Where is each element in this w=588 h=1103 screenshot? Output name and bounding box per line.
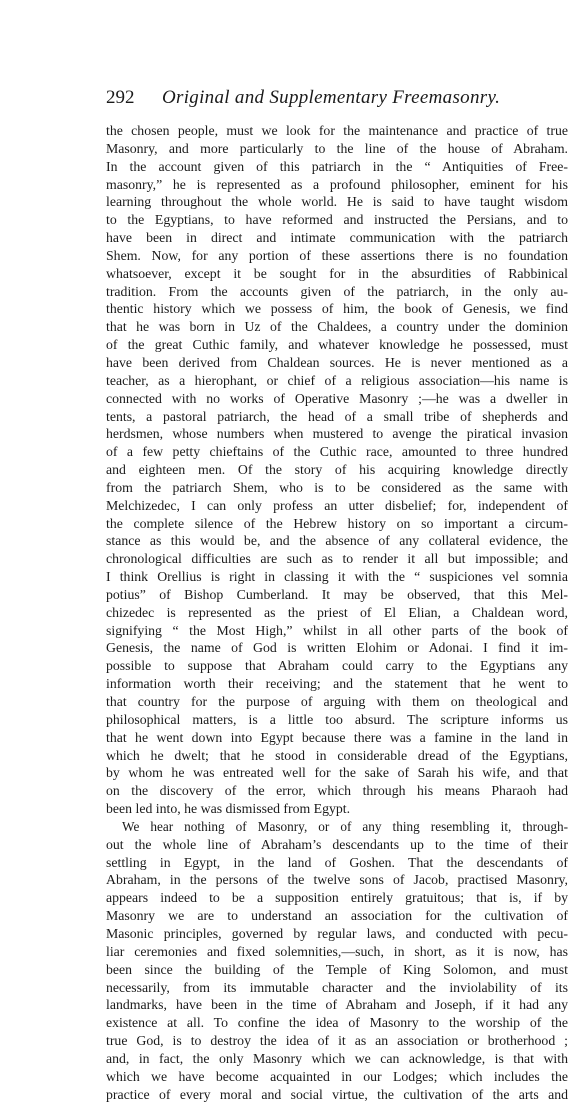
text-line: Masonic principles, governed by regular laws, and conducted with pecu- xyxy=(106,925,568,941)
text-line: herdsmen, whose numbers when mustered to avenge the piratical invasion xyxy=(106,426,568,442)
text-line: which we have become acquainted in our Lodges; which includes the xyxy=(106,1068,568,1084)
text-line: by whom he was entreated well for the sake of Sarah his wife, and that xyxy=(106,765,568,781)
text-line: masonry,” he is represented as a profound philosopher, eminent for his xyxy=(106,176,568,192)
text-line: Melchizedec, I can only profess an utter disbelief; for, independent of xyxy=(106,497,568,513)
text-line: the chosen people, must we look for the maintenance and practice of true xyxy=(106,123,568,138)
text-line: of a few petty chieftains of the Cuthic race, amounted to three hundred xyxy=(106,444,568,460)
text-line: that country for the purpose of arguing with them on theological and xyxy=(106,694,568,709)
text-line: which he dwelt; that he stood in considerable dread of the Egyptians, xyxy=(106,747,568,763)
text-line: whatsoever, except it be sought for in the absurdities of Rabbinical xyxy=(106,265,568,281)
text-line: In the account given of this patriarch in the “ Antiquities of Free- xyxy=(106,158,568,174)
text-line: philosophical matters, is a little too absurd. The scripture informs us xyxy=(106,711,568,727)
text-line: landmarks, have been in the time of Abraham and Joseph, if it had any xyxy=(106,997,568,1013)
text-line: tents, a pastoral patriarch, the head of a small tribe of shepherds and xyxy=(106,408,568,424)
text-line: of the great Cuthic family, and whatever knowledge he possessed, must xyxy=(106,337,568,353)
text-line: teacher, as a hierophant, or chief of a religious association—his name is xyxy=(106,372,568,388)
body-text xyxy=(106,122,568,1103)
text-line: been led into, he was dismissed from Egypt. xyxy=(106,801,351,817)
page-number: 292 xyxy=(106,87,135,108)
text-line: I think Orellius is right in classing it with the “ suspiciones vel somnia xyxy=(106,569,568,585)
text-line: connected with no works of Operative Masonry ;—he was a dweller in xyxy=(106,390,568,406)
text-line: learning throughout the whole world. He is said to have taught wisdom xyxy=(106,194,568,210)
text-line: Genesis, the name of God is written Elohim or Adonai. I find it im- xyxy=(106,640,568,656)
text-line: thentic history which we possess of him, the book of Genesis, we find xyxy=(106,301,568,317)
text-line: and eighteen men. Of the story of his acquiring knowledge directly xyxy=(106,462,568,478)
text-line: have been in direct and intimate communication with the patriarch xyxy=(106,230,568,246)
running-title: Original and Supplementary Freemasonry. xyxy=(162,87,501,108)
page-header xyxy=(106,86,568,116)
text-line: existence at all. To confine the idea of Masonry to the worship of the xyxy=(106,1015,568,1031)
text-line: been since the building of the Temple of King Solomon, and must xyxy=(106,961,568,977)
text-line: have been derived from Chaldean sources. He is never mentioned as a xyxy=(106,354,568,370)
text-line: necessarily, from its immutable character and the inviolability of its xyxy=(106,979,568,995)
text-line: and, in fact, the only Masonry which we can acknowledge, is that with xyxy=(106,1050,568,1066)
text-line: settling in Egypt, in the land of Goshen. That the descendants of xyxy=(106,854,568,870)
text-line: that he went down into Egypt because there was a famine in the land in xyxy=(106,729,568,745)
text-line: Abraham, in the persons of the twelve sons of Jacob, practised Masonry, xyxy=(106,872,568,888)
text-line: chizedec is represented as the priest of El Elian, a Chaldean word, xyxy=(106,604,568,620)
text-line: on the discovery of the error, which through his means Pharaoh had xyxy=(106,783,568,799)
text-line: appears indeed to be a supposition entirely gratuitous; that is, if by xyxy=(106,890,568,906)
text-line: possible to suppose that Abraham could carry to the Egyptians any xyxy=(106,658,568,674)
text-line: true God, is to destroy the idea of it as an association or brotherhood ; xyxy=(106,1033,568,1049)
text-line: signifying “ the Most High,” whilst in all other parts of the book of xyxy=(106,622,568,638)
text-line: the complete silence of the Hebrew history on so important a circum- xyxy=(106,515,568,531)
text-line: chronological difficulties are such as to render it all but impossible; and xyxy=(106,551,568,567)
text-line: from the patriarch Shem, who is to be considered as the same with xyxy=(106,479,568,495)
text-line: Masonry, and more particularly to the line of the house of Abraham. xyxy=(106,140,568,156)
text-line: to the Egyptians, to have reformed and instructed the Persians, and to xyxy=(106,212,568,228)
book-page xyxy=(106,86,568,1102)
text-line: practice of every moral and social virtue, the cultivation of the arts and xyxy=(106,1086,568,1102)
text-line: Masonry we are to understand an association for the cultivation of xyxy=(106,908,568,924)
text-line: potius” of Bishop Cumberland. It may be observed, that this Mel- xyxy=(106,586,568,602)
text-line: stance as this would be, and the absence of any collateral evidence, the xyxy=(106,533,568,549)
text-line: out the whole line of Abraham’s descendants up to the time of their xyxy=(106,836,568,852)
text-line: tradition. From the accounts given of the patriarch, in the only au- xyxy=(106,283,568,299)
text-line: We hear nothing of Masonry, or of any thing resembling it, through- xyxy=(122,818,568,834)
text-line: Shem. Now, for any portion of these assertions there is no foundation xyxy=(106,247,568,263)
text-line: that he was born in Uz of the Chaldees, a country under the dominion xyxy=(106,319,568,335)
text-line: information worth their receiving; and the statement that he went to xyxy=(106,676,568,692)
text-line: liar ceremonies and fixed solemnities,—such, in short, as it is now, has xyxy=(106,943,568,959)
